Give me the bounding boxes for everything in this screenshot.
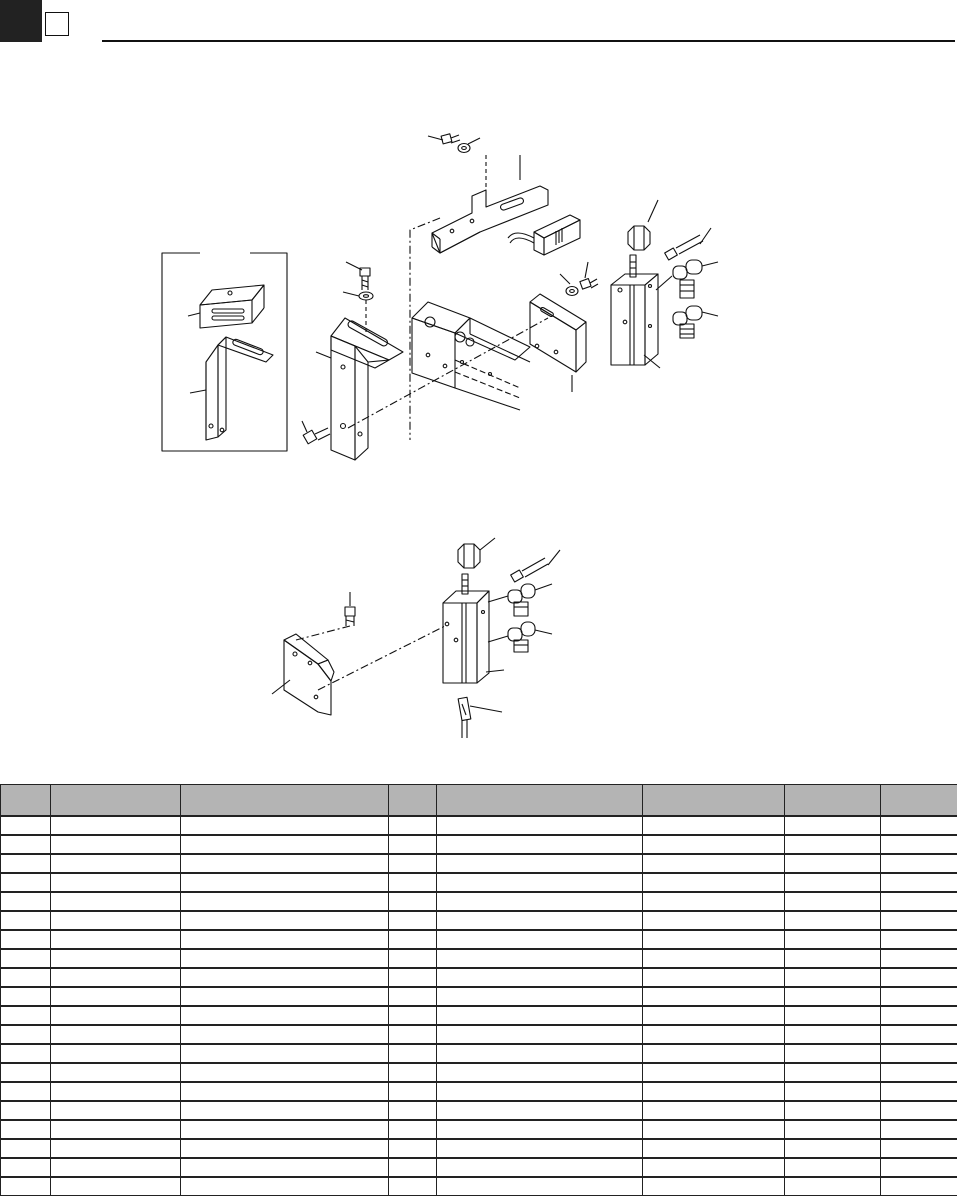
table-cell bbox=[881, 1063, 957, 1082]
table-cell bbox=[51, 1044, 181, 1063]
table-cell bbox=[51, 968, 181, 987]
table-cell bbox=[389, 987, 437, 1006]
lower-mounting-plate bbox=[284, 634, 334, 715]
lower-plate-screw bbox=[345, 607, 355, 626]
lower-elbow-fitting-upper bbox=[508, 584, 535, 616]
table-row bbox=[1, 911, 957, 930]
table-cell bbox=[389, 835, 437, 854]
table-row bbox=[1, 816, 957, 835]
table-cell bbox=[1, 1158, 51, 1177]
table-cell bbox=[1, 930, 51, 949]
table-row bbox=[1, 892, 957, 911]
table-cell bbox=[51, 1177, 181, 1196]
table-cell bbox=[785, 949, 881, 968]
table-cell bbox=[643, 1044, 785, 1063]
column-header-remarks bbox=[437, 785, 643, 817]
table-cell bbox=[181, 892, 389, 911]
table-cell bbox=[1, 1006, 51, 1025]
table-row bbox=[1, 1120, 957, 1139]
table-cell bbox=[181, 1101, 389, 1120]
table-cell bbox=[881, 1177, 957, 1196]
table-cell bbox=[389, 1120, 437, 1139]
elbow-fitting-lower bbox=[673, 306, 702, 338]
table-cell bbox=[1, 892, 51, 911]
table-cell bbox=[181, 949, 389, 968]
table-cell bbox=[51, 1120, 181, 1139]
sensor-bracket bbox=[432, 186, 548, 253]
table-cell bbox=[181, 854, 389, 873]
washer-leader bbox=[343, 292, 359, 296]
table-cell bbox=[1, 1044, 51, 1063]
table-cell bbox=[881, 911, 957, 930]
table-cell bbox=[437, 949, 643, 968]
table-cell bbox=[51, 835, 181, 854]
table-cell bbox=[1, 949, 51, 968]
table-cell bbox=[51, 1025, 181, 1044]
table-cell bbox=[181, 930, 389, 949]
table-row bbox=[1, 987, 957, 1006]
bolt-leader bbox=[346, 262, 362, 270]
column-header-no bbox=[1, 785, 51, 817]
plate-bolt bbox=[580, 279, 598, 290]
table-cell bbox=[389, 1101, 437, 1120]
table-cell bbox=[51, 1158, 181, 1177]
table-cell bbox=[181, 1139, 389, 1158]
table-cell bbox=[389, 1139, 437, 1158]
table-row bbox=[1, 930, 957, 949]
table-cell bbox=[437, 1025, 643, 1044]
table-cell bbox=[437, 1139, 643, 1158]
bracket-washer bbox=[359, 292, 373, 300]
table-cell bbox=[643, 873, 785, 892]
table-cell bbox=[785, 892, 881, 911]
table-cell bbox=[437, 930, 643, 949]
table-cell bbox=[1, 854, 51, 873]
table-cell bbox=[51, 1101, 181, 1120]
table-cell bbox=[881, 1139, 957, 1158]
table-row bbox=[1, 1044, 957, 1063]
table-cell bbox=[51, 1082, 181, 1101]
table-cell bbox=[643, 1177, 785, 1196]
table-cell bbox=[881, 816, 957, 835]
table-cell bbox=[437, 873, 643, 892]
table-cell bbox=[51, 911, 181, 930]
table-row bbox=[1, 1101, 957, 1120]
table-cell bbox=[643, 835, 785, 854]
screw-leader bbox=[302, 421, 307, 432]
table-cell bbox=[1, 968, 51, 987]
lower-cylinder-screw bbox=[511, 558, 548, 582]
table-cell bbox=[785, 1006, 881, 1025]
table-cell bbox=[389, 1177, 437, 1196]
table-cell bbox=[437, 1120, 643, 1139]
lower-centerline-1 bbox=[296, 626, 350, 640]
inset-leader-2 bbox=[190, 390, 206, 393]
table-cell bbox=[389, 816, 437, 835]
table-cell bbox=[437, 816, 643, 835]
table-cell bbox=[881, 835, 957, 854]
table-cell bbox=[1, 1139, 51, 1158]
column-header-quantity bbox=[389, 785, 437, 817]
table-cell bbox=[1, 1063, 51, 1082]
base-rail-block bbox=[412, 302, 530, 410]
table-cell bbox=[389, 911, 437, 930]
table-cell bbox=[881, 1158, 957, 1177]
table-cell bbox=[785, 1139, 881, 1158]
table-cell bbox=[437, 892, 643, 911]
elbow-fitting-upper bbox=[673, 260, 702, 298]
table-cell bbox=[181, 1006, 389, 1025]
table-cell bbox=[437, 1177, 643, 1196]
table-cell bbox=[389, 873, 437, 892]
table-cell bbox=[437, 1101, 643, 1120]
table-cell bbox=[181, 1082, 389, 1101]
table-cell bbox=[389, 1044, 437, 1063]
table-cell bbox=[389, 1158, 437, 1177]
table-cell bbox=[1, 816, 51, 835]
table-cell bbox=[389, 1006, 437, 1025]
mounting-bracket bbox=[331, 318, 403, 460]
table-cell bbox=[643, 911, 785, 930]
table-cell bbox=[643, 930, 785, 949]
table-cell bbox=[785, 835, 881, 854]
table-cell bbox=[437, 1063, 643, 1082]
lower-air-cylinder bbox=[443, 574, 489, 683]
table-cell bbox=[437, 911, 643, 930]
table-cell bbox=[1, 1082, 51, 1101]
elbow-upper-leader bbox=[702, 262, 718, 266]
table-cell bbox=[881, 1044, 957, 1063]
assembly-centerline-1 bbox=[410, 218, 440, 440]
table-cell bbox=[181, 1025, 389, 1044]
table-cell bbox=[785, 911, 881, 930]
table-cell bbox=[181, 816, 389, 835]
table-cell bbox=[881, 1006, 957, 1025]
table-cell bbox=[51, 873, 181, 892]
table-cell bbox=[1, 873, 51, 892]
bracket-bolt bbox=[360, 268, 370, 290]
table-row bbox=[1, 873, 957, 892]
table-cell bbox=[51, 987, 181, 1006]
table-row bbox=[1, 854, 957, 873]
inset-leader-1 bbox=[188, 313, 200, 316]
table-cell bbox=[785, 1101, 881, 1120]
parts-table-body bbox=[1, 816, 957, 1196]
table-cell bbox=[181, 911, 389, 930]
cylinder-screw bbox=[665, 235, 703, 260]
table-cell bbox=[437, 1006, 643, 1025]
table-cell bbox=[785, 1177, 881, 1196]
table-row bbox=[1, 1025, 957, 1044]
cylinder-mounting-plate bbox=[530, 294, 586, 372]
table-cell bbox=[1, 1177, 51, 1196]
sensor-bolt bbox=[441, 134, 460, 144]
table-row bbox=[1, 949, 957, 968]
table-cell bbox=[437, 1158, 643, 1177]
column-header-extra-2 bbox=[881, 785, 957, 817]
table-cell bbox=[389, 854, 437, 873]
table-cell bbox=[881, 1082, 957, 1101]
table-cell bbox=[881, 873, 957, 892]
inset-slotted-plate bbox=[200, 285, 264, 328]
table-cell bbox=[785, 1063, 881, 1082]
sensor-washer bbox=[458, 144, 470, 153]
table-cell bbox=[881, 930, 957, 949]
alternate-bracket-inset-frame bbox=[162, 253, 287, 451]
table-row bbox=[1, 1158, 957, 1177]
table-cell bbox=[881, 1120, 957, 1139]
table-cell bbox=[181, 1158, 389, 1177]
table-cell bbox=[785, 1044, 881, 1063]
lower-cap-nut bbox=[458, 544, 480, 568]
inset-l-bracket bbox=[206, 337, 273, 440]
plate-washer bbox=[566, 287, 578, 296]
table-cell bbox=[181, 1177, 389, 1196]
table-cell bbox=[881, 1025, 957, 1044]
air-cylinder bbox=[611, 255, 658, 365]
table-cell bbox=[881, 854, 957, 873]
column-header-description bbox=[181, 785, 389, 817]
lower-elbow-fitting-lower bbox=[508, 622, 535, 652]
table-cell bbox=[181, 1120, 389, 1139]
table-row bbox=[1, 1139, 957, 1158]
table-cell bbox=[1, 1025, 51, 1044]
table-cell bbox=[437, 854, 643, 873]
table-row bbox=[1, 1006, 957, 1025]
table-cell bbox=[881, 987, 957, 1006]
table-cell bbox=[181, 873, 389, 892]
photo-sensor bbox=[508, 215, 580, 255]
table-cell bbox=[389, 1025, 437, 1044]
table-cell bbox=[881, 949, 957, 968]
column-header-part-number bbox=[51, 785, 181, 817]
lower-bracket-screw bbox=[303, 428, 330, 444]
table-cell bbox=[785, 987, 881, 1006]
bracket-leader bbox=[316, 352, 331, 358]
cylinder-screw-leader bbox=[700, 228, 711, 244]
table-cell bbox=[51, 1139, 181, 1158]
table-cell bbox=[643, 892, 785, 911]
table-cell bbox=[785, 1120, 881, 1139]
table-cell bbox=[643, 1063, 785, 1082]
table-cell bbox=[643, 987, 785, 1006]
table-cell bbox=[643, 854, 785, 873]
table-cell bbox=[643, 1101, 785, 1120]
table-row bbox=[1, 968, 957, 987]
table-row bbox=[1, 835, 957, 854]
table-cell bbox=[643, 1139, 785, 1158]
table-cell bbox=[389, 949, 437, 968]
table-cell bbox=[51, 892, 181, 911]
table-cell bbox=[389, 968, 437, 987]
table-cell bbox=[785, 873, 881, 892]
table-cell bbox=[1, 835, 51, 854]
table-cell bbox=[881, 968, 957, 987]
table-cell bbox=[643, 1158, 785, 1177]
table-cell bbox=[437, 987, 643, 1006]
parts-list-table bbox=[0, 784, 957, 1196]
table-cell bbox=[881, 1101, 957, 1120]
reed-switch bbox=[458, 697, 471, 738]
table-cell bbox=[181, 835, 389, 854]
cap-nut-leader bbox=[648, 200, 658, 222]
table-cell bbox=[181, 1063, 389, 1082]
table-cell bbox=[643, 1025, 785, 1044]
table-cell bbox=[643, 968, 785, 987]
table-cell bbox=[389, 930, 437, 949]
table-cell bbox=[51, 1006, 181, 1025]
table-cell bbox=[1, 911, 51, 930]
cylinder-leader bbox=[644, 355, 660, 368]
table-cell bbox=[643, 1082, 785, 1101]
table-cell bbox=[785, 930, 881, 949]
table-cell bbox=[881, 892, 957, 911]
table-cell bbox=[785, 816, 881, 835]
table-cell bbox=[643, 1006, 785, 1025]
table-cell bbox=[437, 835, 643, 854]
table-cell bbox=[437, 1082, 643, 1101]
table-cell bbox=[1, 987, 51, 1006]
table-row bbox=[1, 1177, 957, 1196]
column-header-code bbox=[643, 785, 785, 817]
table-cell bbox=[51, 930, 181, 949]
table-cell bbox=[181, 968, 389, 987]
table-row bbox=[1, 1063, 957, 1082]
table-cell bbox=[389, 1063, 437, 1082]
cylinder-cap-nut bbox=[628, 226, 650, 250]
table-cell bbox=[785, 1082, 881, 1101]
table-cell bbox=[389, 1082, 437, 1101]
table-cell bbox=[51, 816, 181, 835]
table-cell bbox=[51, 949, 181, 968]
parts-table-header-row bbox=[1, 785, 957, 817]
table-cell bbox=[785, 1025, 881, 1044]
table-cell bbox=[437, 1044, 643, 1063]
table-cell bbox=[1, 1101, 51, 1120]
table-cell bbox=[785, 968, 881, 987]
table-cell bbox=[181, 987, 389, 1006]
table-cell bbox=[1, 1120, 51, 1139]
table-row bbox=[1, 1082, 957, 1101]
table-cell bbox=[437, 968, 643, 987]
table-cell bbox=[181, 1044, 389, 1063]
table-cell bbox=[785, 854, 881, 873]
lower-centerline-2 bbox=[318, 626, 445, 690]
table-cell bbox=[643, 1120, 785, 1139]
table-cell bbox=[643, 816, 785, 835]
table-cell bbox=[785, 1158, 881, 1177]
elbow-lower-leader bbox=[702, 312, 718, 316]
table-cell bbox=[389, 892, 437, 911]
table-cell bbox=[643, 949, 785, 968]
table-cell bbox=[51, 1063, 181, 1082]
column-header-extra-1 bbox=[785, 785, 881, 817]
reed-switch-leader bbox=[470, 706, 502, 712]
table-cell bbox=[51, 854, 181, 873]
